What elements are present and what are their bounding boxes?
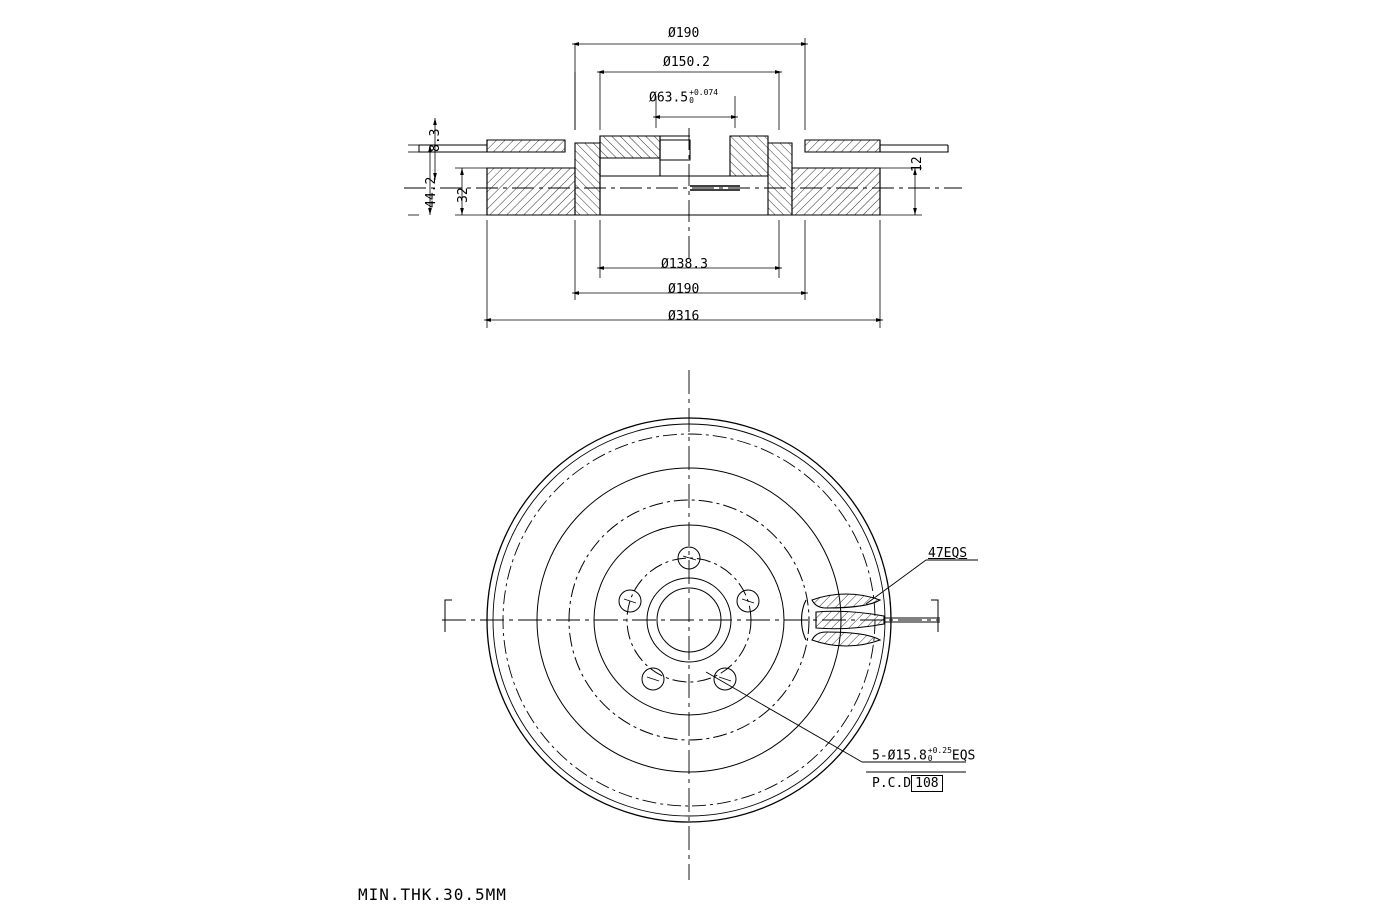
section-outline	[419, 136, 948, 215]
dim-d138-3: Ø138.3	[661, 257, 708, 272]
dim-d190-top: Ø190	[668, 26, 700, 41]
front-view	[442, 370, 978, 880]
min-thickness-note: MIN.THK.30.5MM	[358, 885, 507, 904]
dim-d190-bottom: Ø190	[668, 282, 700, 297]
dim-d63-5: Ø63.5 +0.074 0	[649, 88, 719, 106]
dim-d316: Ø316	[668, 309, 700, 324]
pcd-value-box: 108	[911, 775, 942, 792]
callout-hole-tolerance: +0.25 0	[927, 746, 952, 763]
dim-d63-5-tolerance: +0.074 0	[689, 88, 719, 105]
callout-pcd: P.C.D 108	[872, 775, 943, 792]
dim-12: 12	[910, 156, 925, 172]
callout-47eqs: 47EQS	[928, 546, 968, 561]
callout-hole-size: 5-Ø15.8 +0.25 0 EQS	[872, 746, 976, 764]
dim-d150-2: Ø150.2	[663, 55, 710, 70]
dim-44-2: 44.2	[424, 176, 439, 208]
dim-8-3: 8.3	[428, 128, 443, 152]
dim-32: 32	[456, 187, 471, 203]
